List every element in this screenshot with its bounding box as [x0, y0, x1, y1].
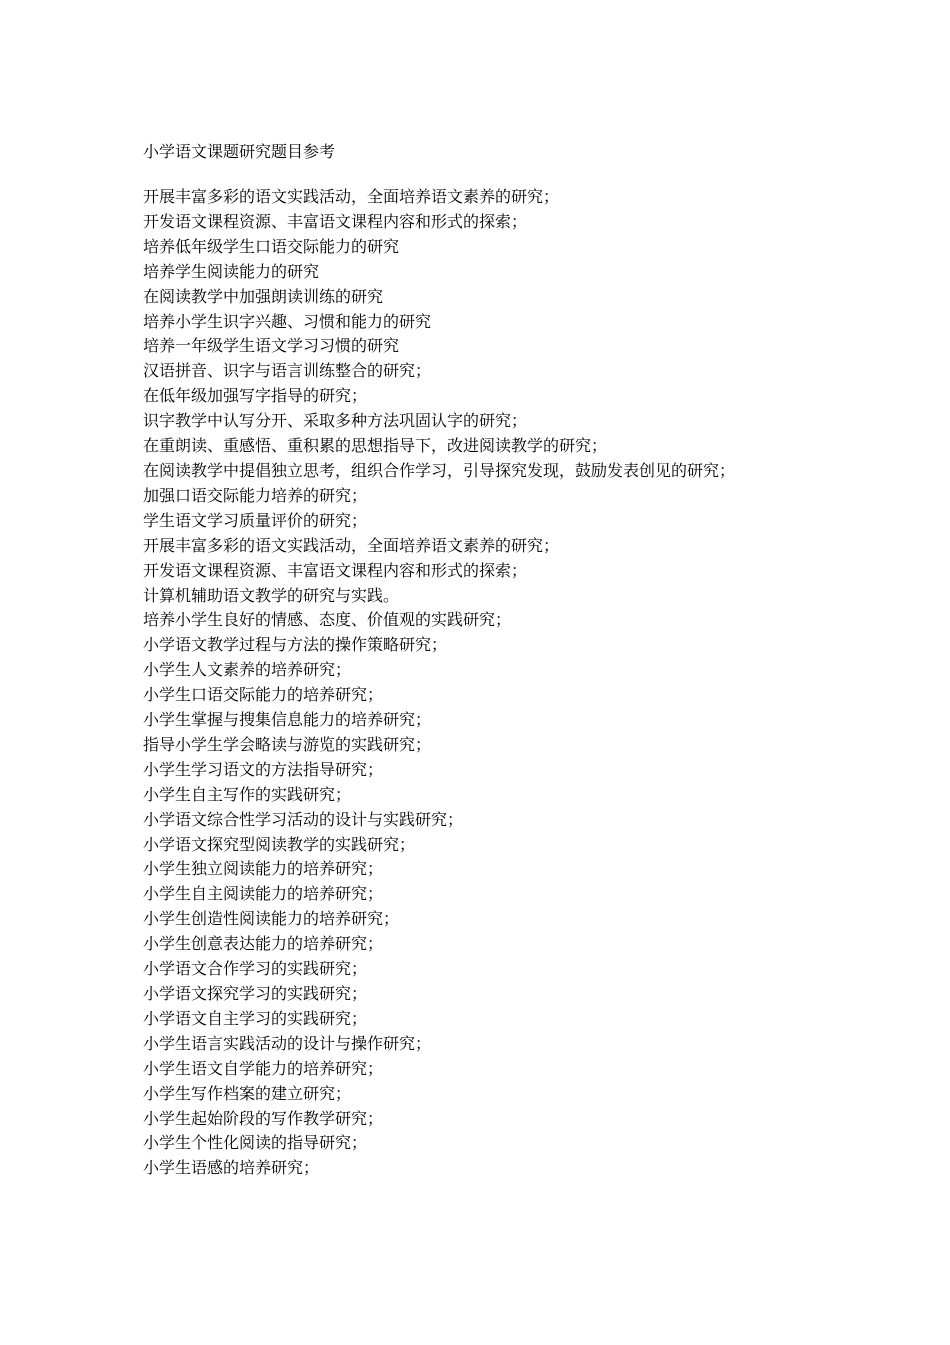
- list-item: 小学生写作档案的建立研究；: [143, 1083, 352, 1103]
- list-item: 小学语文探究学习的实践研究；: [143, 984, 368, 1003]
- list-item: 小学生独立阅读能力的培养研究；: [143, 859, 384, 879]
- list-item: 在重朗读、重感悟、重积累的思想指导下，改进阅读教学的研究；: [143, 436, 608, 456]
- list-item: 计算机辅助语文教学的研究与实践。: [143, 585, 400, 605]
- list-item: 小学语文自主学习的实践研究；: [143, 1008, 368, 1028]
- list-item: 培养低年级学生口语交际能力的研究: [143, 236, 400, 256]
- topic-list: [143, 185, 763, 1181]
- list-item: 小学生自主阅读能力的培养研究；: [143, 884, 384, 904]
- list-item: 汉语拼音、识字与语言训练整合的研究；: [143, 361, 432, 381]
- list-item: 小学生学习语文的方法指导研究；: [143, 759, 384, 779]
- list-item: 小学语文合作学习的实践研究；: [143, 959, 368, 979]
- list-item: 培养小学生良好的情感、态度、价值观的实践研究；: [143, 610, 512, 630]
- list-item: 小学语文教学过程与方法的操作策略研究；: [143, 635, 448, 655]
- list-item: 开展丰富多彩的语文实践活动，全面培养语文素养的研究；: [143, 187, 560, 206]
- list-item: 小学生个性化阅读的指导研究；: [143, 1133, 368, 1153]
- list-item: 小学生人文素养的培养研究；: [143, 660, 352, 680]
- list-item: 在阅读教学中提倡独立思考，组织合作学习，引导探究发现，鼓励发表创见的研究；: [143, 460, 736, 480]
- list-item: 小学生语言实践活动的设计与操作研究；: [143, 1033, 432, 1053]
- list-item: 识字教学中认写分开、采取多种方法巩固认字的研究；: [143, 411, 528, 431]
- list-item: 小学生创造性阅读能力的培养研究；: [143, 909, 400, 929]
- list-item: 在阅读教学中加强朗读训练的研究: [143, 286, 384, 306]
- list-item: 培养一年级学生语文学习习惯的研究: [143, 336, 400, 356]
- list-item: 小学生口语交际能力的培养研究；: [143, 685, 384, 705]
- list-item: 开发语文课程资源、丰富语文课程内容和形式的探索；: [143, 211, 528, 231]
- list-item: 小学语文综合性学习活动的设计与实践研究；: [143, 809, 464, 829]
- list-item: 开展丰富多彩的语文实践活动，全面培养语文素养的研究；: [143, 535, 560, 555]
- list-item: 学生语文学习质量评价的研究；: [143, 510, 368, 530]
- list-item: 指导小学生学会略读与游览的实践研究；: [143, 734, 432, 754]
- list-item: 培养小学生识字兴趣、习惯和能力的研究: [143, 311, 432, 331]
- list-item: 小学生创意表达能力的培养研究；: [143, 934, 384, 954]
- page-title: 小学语文课题研究题目参考: [143, 142, 336, 161]
- list-item: 小学生语文自学能力的培养研究；: [143, 1058, 384, 1078]
- list-item: 小学生自主写作的实践研究；: [143, 784, 352, 804]
- list-item: 培养学生阅读能力的研究: [143, 261, 320, 281]
- list-item: 小学生掌握与搜集信息能力的培养研究；: [143, 710, 432, 730]
- list-item: 开发语文课程资源、丰富语文课程内容和形式的探索；: [143, 560, 528, 580]
- list-item: 小学生起始阶段的写作教学研究；: [143, 1108, 384, 1128]
- list-item: 小学语文探究型阅读教学的实践研究；: [143, 834, 416, 854]
- list-item: 在低年级加强写字指导的研究；: [143, 386, 368, 406]
- list-item: 小学生语感的培养研究；: [143, 1158, 320, 1178]
- list-item: 加强口语交际能力培养的研究；: [143, 485, 368, 505]
